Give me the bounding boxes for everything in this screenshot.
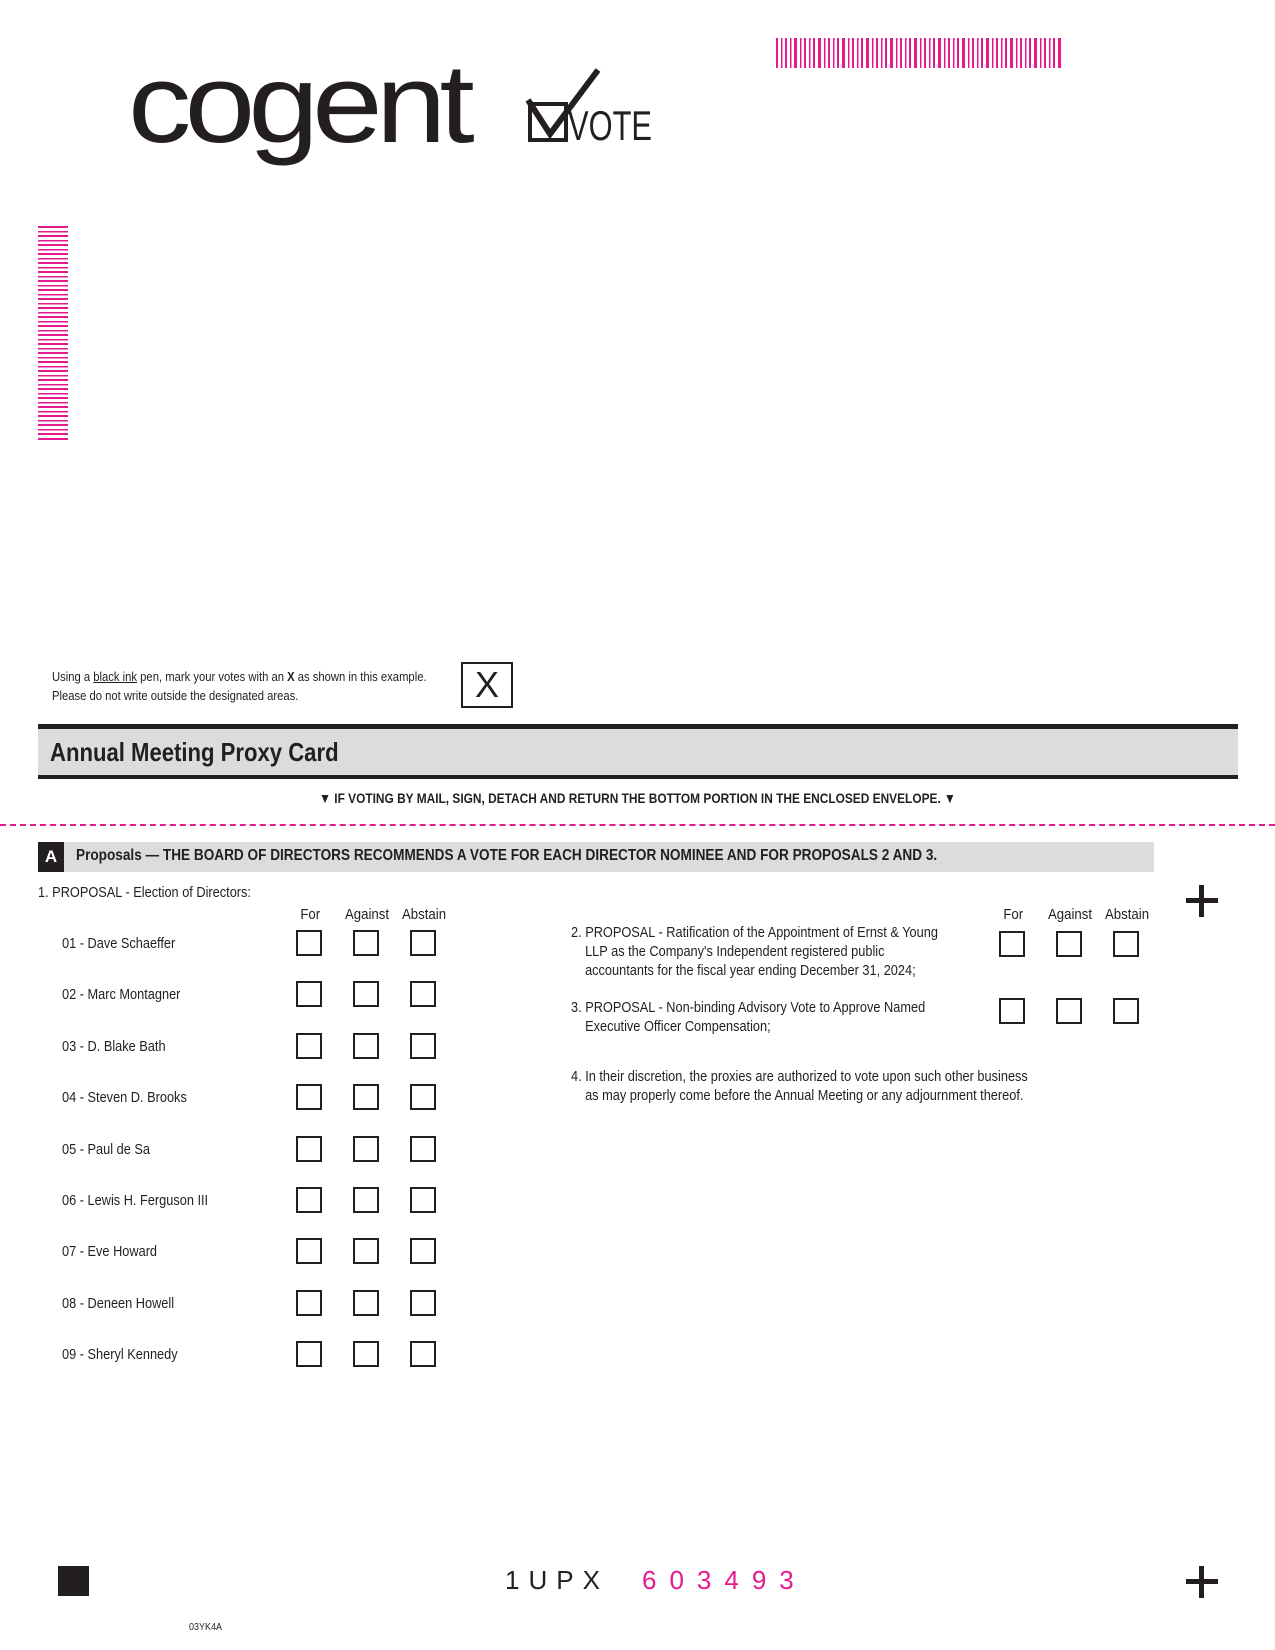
- nominee-abstain-checkbox[interactable]: [410, 930, 436, 956]
- section-title: Proposals — THE BOARD OF DIRECTORS RECOMMENDS A VOTE FOR EACH DIRECTOR NOMINEE AND FOR PROPOSALS 2 AND 3.: [76, 847, 938, 864]
- proposal-4-text: 4. In their discretion, the proxies are authorized to vote upon such other business as may properly come before the Annual Meeting or any adjournment thereof.: [571, 1069, 1028, 1104]
- proposal-3-text: 3. PROPOSAL - Non-binding Advisory Vote to Approve Named Executive Officer Compensation;: [571, 1000, 926, 1035]
- col-abstain: Abstain: [401, 906, 447, 923]
- proposal-1-heading: 1. PROPOSAL - Election of Directors:: [38, 885, 251, 901]
- nominee-name: 01 - Dave Schaeffer: [62, 936, 176, 952]
- nominee-against-checkbox[interactable]: [353, 930, 379, 956]
- proposal-3-abstain-checkbox[interactable]: [1113, 998, 1139, 1024]
- title-rule-bottom: [38, 775, 1238, 779]
- proposal-2-for-checkbox[interactable]: [999, 931, 1025, 957]
- nominee-name: 08 - Deneen Howell: [62, 1295, 175, 1312]
- nominee-name: 06 - Lewis H. Ferguson III: [62, 1193, 209, 1209]
- registration-mark-top: [1186, 885, 1218, 917]
- marking-instructions: Using a black ink pen, mark your votes with an X as shown in this example. Please do not write outside the designated areas.: [52, 670, 427, 703]
- nominee-abstain-checkbox[interactable]: [410, 1033, 436, 1059]
- down-arrow-icon: ▼: [944, 790, 956, 806]
- vote-logo: [528, 68, 653, 148]
- registration-square: [58, 1566, 89, 1596]
- col-for: For: [300, 906, 320, 923]
- nominee-abstain-checkbox[interactable]: [410, 1084, 436, 1110]
- col-against-right: Against: [1047, 906, 1093, 923]
- nominee-for-checkbox[interactable]: [296, 1187, 322, 1213]
- registration-mark-bottom: [1186, 1566, 1218, 1598]
- page-title: Annual Meeting Proxy Card: [50, 737, 339, 767]
- nominee-for-checkbox[interactable]: [296, 1341, 322, 1367]
- nominee-for-checkbox[interactable]: [296, 930, 322, 956]
- black-ink-text: black ink: [93, 670, 138, 684]
- barcode-top: [776, 38, 1064, 68]
- nominee-for-checkbox[interactable]: [296, 1290, 322, 1316]
- col-abstain-right: Abstain: [1104, 906, 1150, 923]
- nominee-against-checkbox[interactable]: [353, 1238, 379, 1264]
- nominee-name: 02 - Marc Montagner: [62, 987, 181, 1004]
- nominee-for-checkbox[interactable]: [296, 981, 322, 1007]
- nominee-for-checkbox[interactable]: [296, 1136, 322, 1162]
- nominee-name: 05 - Paul de Sa: [62, 1141, 150, 1158]
- down-arrow-icon: ▼: [319, 790, 331, 806]
- col-against: Against: [344, 906, 390, 923]
- nominee-abstain-checkbox[interactable]: [410, 1341, 436, 1367]
- nominee-name: 04 - Steven D. Brooks: [62, 1090, 187, 1107]
- nominee-abstain-checkbox[interactable]: [410, 1136, 436, 1162]
- nominee-name: 03 - D. Blake Bath: [62, 1038, 166, 1055]
- nominee-for-checkbox[interactable]: [296, 1084, 322, 1110]
- nominee-against-checkbox[interactable]: [353, 1084, 379, 1110]
- nominee-against-checkbox[interactable]: [353, 1136, 379, 1162]
- form-number: 603493: [642, 1565, 807, 1595]
- nominee-against-checkbox[interactable]: [353, 1187, 379, 1213]
- nominee-for-checkbox[interactable]: [296, 1238, 322, 1264]
- proposal-2-abstain-checkbox[interactable]: [1113, 931, 1139, 957]
- col-for-right: For: [1003, 906, 1023, 923]
- small-form-code: 03YK4A: [189, 1622, 223, 1633]
- nominee-name: 07 - Eve Howard: [62, 1244, 158, 1261]
- nominee-against-checkbox[interactable]: [353, 981, 379, 1007]
- detach-line: [0, 824, 1275, 826]
- nominee-against-checkbox[interactable]: [353, 1033, 379, 1059]
- section-label: A: [38, 842, 64, 872]
- example-mark-box: X: [461, 662, 513, 708]
- svg-text:VOTE: VOTE: [568, 102, 652, 149]
- nominee-abstain-checkbox[interactable]: [410, 1238, 436, 1264]
- cogent-logo: [128, 41, 475, 185]
- nominee-abstain-checkbox[interactable]: [410, 1290, 436, 1316]
- form-code: 1UPX: [505, 1565, 609, 1595]
- proposal-3-against-checkbox[interactable]: [1056, 998, 1082, 1024]
- nominee-against-checkbox[interactable]: [353, 1341, 379, 1367]
- barcode-side: [38, 226, 68, 442]
- nominee-name: 09 - Sheryl Kennedy: [62, 1347, 178, 1364]
- mail-instruction: ▼ IF VOTING BY MAIL, SIGN, DETACH AND RETURN THE BOTTOM PORTION IN THE ENCLOSED ENVELOPE. ▼: [319, 790, 956, 806]
- nominee-abstain-checkbox[interactable]: [410, 1187, 436, 1213]
- svg-text:cogent: cogent: [128, 41, 475, 166]
- proposal-2-against-checkbox[interactable]: [1056, 931, 1082, 957]
- proposal-2-text: 2. PROPOSAL - Ratification of the Appointment of Ernst & Young LLP as the Company's Independent registered public accountants for the fiscal year ending December 31, 2024;: [571, 925, 938, 979]
- proposal-3-for-checkbox[interactable]: [999, 998, 1025, 1024]
- nominee-abstain-checkbox[interactable]: [410, 981, 436, 1007]
- nominee-for-checkbox[interactable]: [296, 1033, 322, 1059]
- nominee-against-checkbox[interactable]: [353, 1290, 379, 1316]
